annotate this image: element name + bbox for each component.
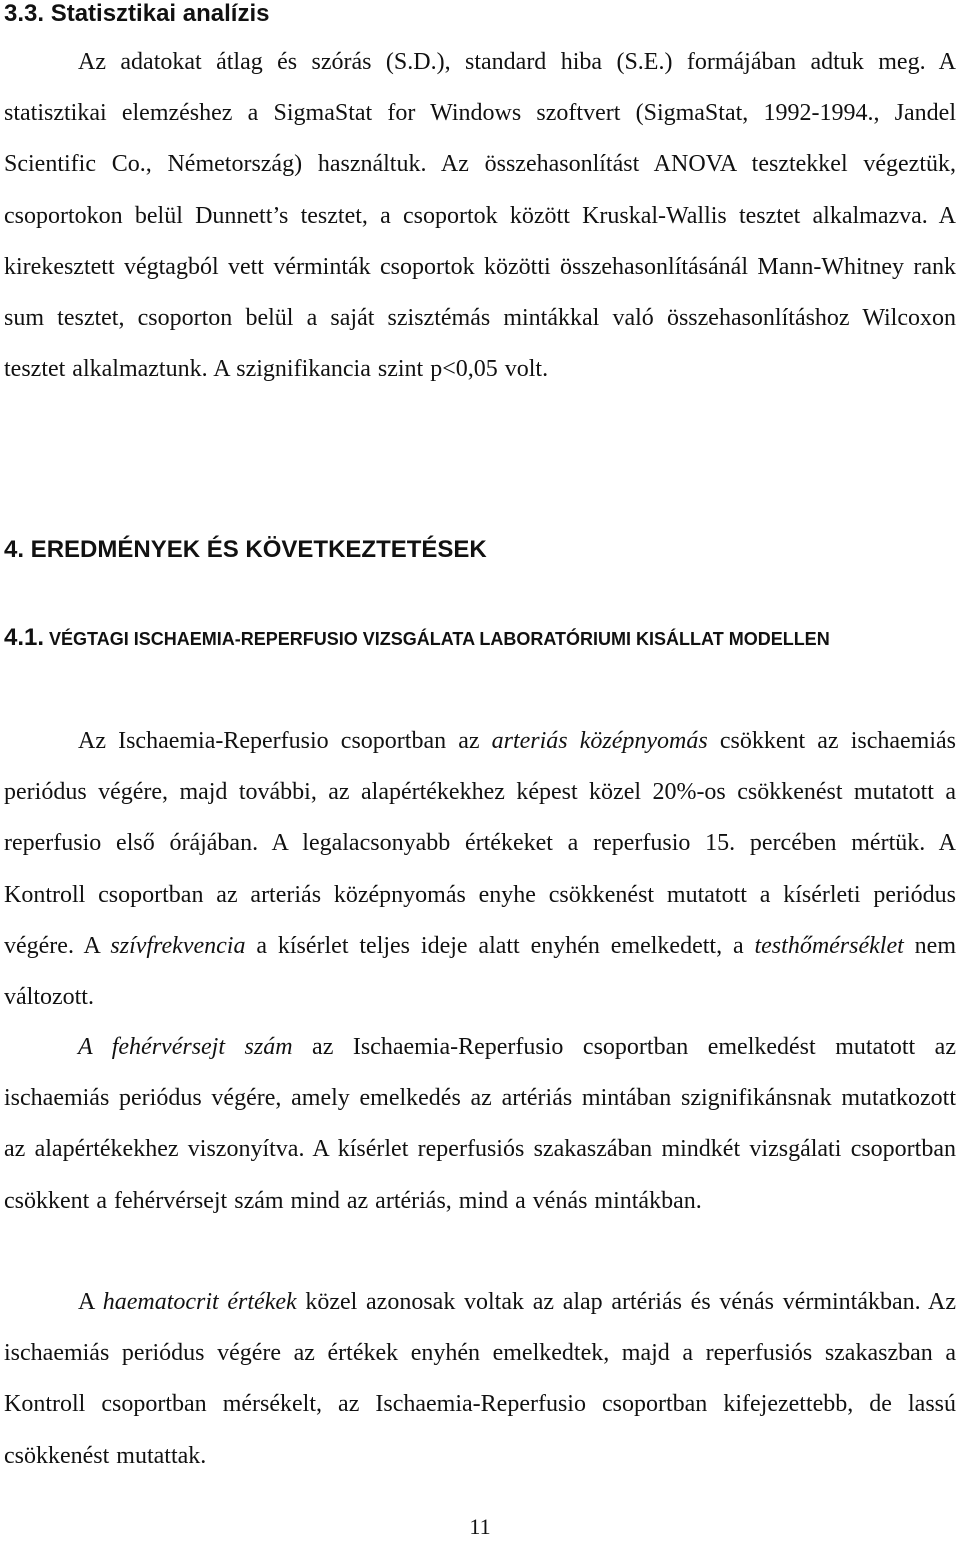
text-run: az Ischaemia-Reperfusio csoportban emelkedést mutatott az ischaemiás periódus végére, amely emelkedés az artériás mintában szignifikánsnak mutatkozott az alapértékekhez viszonyítva. A kísérlet reperfusiós szakaszában mindkét vizsgálati csoportban csökkent a fehérvérsejt szám mind az artériás, mind a vénás mintákban.: [4, 1034, 956, 1214]
text-run: csökkent az ischaemiás periódus végére, majd további, az alapértékekhez képest közel 20%-os csökkenést mutatott a reperfusio első órájában. A legalacsonyabb értékeket a reperfusio 15. percében mértük. A Kontroll csoportban az arteriás középnyomás enyhe csökkenést mutatott a kísérleti periódus végére. A: [4, 728, 956, 959]
italic-term: arteriás középnyomás: [491, 728, 708, 754]
section-heading-4: 4. EREDMÉNYEK ÉS KÖVETKEZTETÉSEK: [4, 536, 487, 563]
text-run: nem változott.: [4, 932, 956, 1011]
statistics-paragraph: Az adatokat átlag és szórás (S.D.), standard hiba (S.E.) formájában adtuk meg. A statisztikai elemzéshez a SigmaStat for Windows szoftvert (SigmaStat, 1992-1994., Jandel Scientific Co., Németország) használtuk. Az összehasonlítást ANOVA tesztekkel végeztük, csoportokon belül Dunnett’s tesztet, a csoportok között Kruskal-Wallis tesztet alkalmazva. A kirekesztett végtagból vett vérminták csoportok közötti összehasonlításánál Mann-Whitney rank sum tesztet, csoporton belül a saját szisztémás mintákkal való összehasonlításhoz Wilcoxon tesztet alkalmaztunk. A szignifikancia szint p<0,05 volt.: [4, 49, 956, 383]
section-heading-4-1: [4, 612, 956, 665]
italic-term: haematocrit értékek: [102, 1289, 297, 1315]
section-heading-3-3: 3.3. Statisztikai analízis: [4, 0, 270, 27]
italic-term: testhőmérséklet: [754, 932, 904, 959]
blood-pressure-paragraph: [4, 716, 956, 1023]
text-run: közel azonosak voltak az alap artériás és vénás vérmintákban. Az ischaemiás periódus végére az értékek enyhén emelkedtek, majd a reperfusiós szakaszban a Kontroll csoportban mérsékelt, az Ischaemia-Reperfusio csoportban kifejezettebb, de lassú csökkenést mutattak.: [4, 1289, 956, 1469]
italic-term: szívfrekvencia: [110, 932, 246, 959]
text-run: A: [78, 1289, 103, 1315]
italic-term: A fehérvérsejt szám: [78, 1034, 293, 1060]
white-blood-cell-paragraph: [4, 1022, 956, 1227]
text-run: a kísérlet teljes ideje alatt enyhén emelkedett, a: [245, 932, 755, 959]
section-title: VÉGTAGI ISCHAEMIA-REPERFUSIO VIZSGÁLATA LABORATÓRIUMI KISÁLLAT MODELLEN: [49, 629, 830, 649]
text-run: Az Ischaemia-Reperfusio csoportban az: [78, 728, 492, 754]
section-number: 4.1.: [4, 624, 45, 651]
page-number: 11: [469, 1514, 491, 1539]
haematocrit-paragraph: [4, 1277, 956, 1482]
